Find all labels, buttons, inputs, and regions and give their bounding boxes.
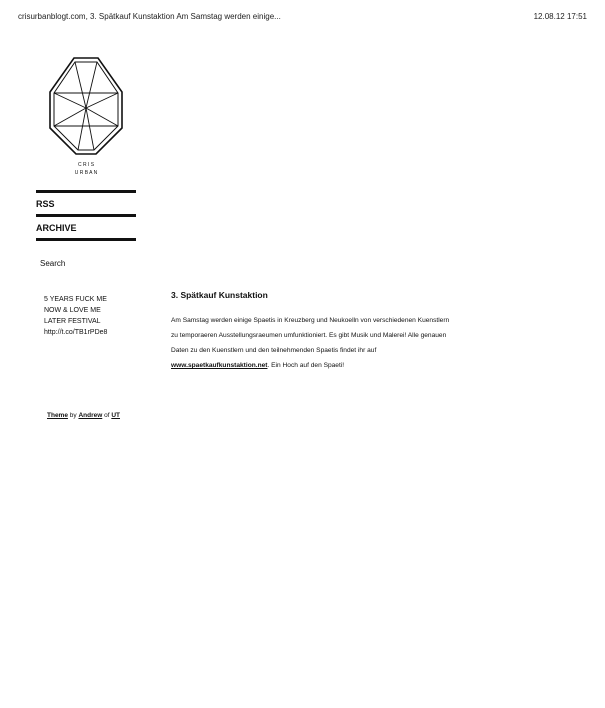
print-header-title: crisurbanblogt.com, 3. Spätkauf Kunstaktion Am Samstag werden einige...	[18, 12, 281, 21]
theme-link[interactable]: Theme	[47, 412, 68, 419]
sidebar-nav	[36, 190, 136, 241]
author-link[interactable]: Andrew	[78, 412, 103, 419]
nav-archive-link[interactable]: ARCHIVE	[36, 214, 136, 238]
credit-by: by	[67, 412, 79, 419]
tweet-line: 5 YEARS FUCK ME	[44, 296, 107, 303]
post-title[interactable]: 3. Spätkauf Kunstaktion	[171, 290, 268, 300]
post-body-line: Daten zu den Kuenstlern und den teilnehmenden Spaetis findet ihr auf	[171, 347, 377, 354]
nav-divider	[36, 238, 136, 241]
sidebar	[36, 50, 136, 338]
logo-text-top: C R I S	[77, 162, 95, 168]
cris-urban-logo[interactable]	[36, 50, 136, 178]
credit-of: of	[102, 412, 112, 419]
post-body-line: zu temporaeren Ausstellungsraeumen umfunktioniert. Es gibt Musik und Malerei! Alle genauen	[171, 332, 447, 339]
post-body-tail: . Ein Hoch auf den Spaeti!	[267, 362, 345, 369]
print-header	[18, 12, 587, 21]
org-link[interactable]: UT	[111, 412, 120, 419]
post-external-link[interactable]: www.spaetkaufkunstaktion.net	[171, 362, 268, 369]
blog-post	[171, 290, 561, 373]
nav-rss-link[interactable]: RSS	[36, 190, 136, 214]
post-body	[171, 313, 561, 373]
theme-credit	[47, 412, 120, 419]
print-header-timestamp: 12.08.12 17:51	[533, 12, 587, 21]
tweet-line: LATER FESTIVAL	[44, 318, 101, 325]
logo-text-bottom: U R B A N	[74, 170, 98, 176]
tweet-line: NOW & LOVE ME	[44, 307, 101, 314]
search-link[interactable]: Search	[40, 259, 66, 268]
latest-tweet	[44, 294, 136, 338]
post-body-line: Am Samstag werden einige Spaetis in Kreuzberg und Neukoelln von verschiedenen Kuenstlern	[171, 317, 450, 324]
tweet-link[interactable]: http://t.co/TB1rPDe8	[44, 329, 108, 336]
